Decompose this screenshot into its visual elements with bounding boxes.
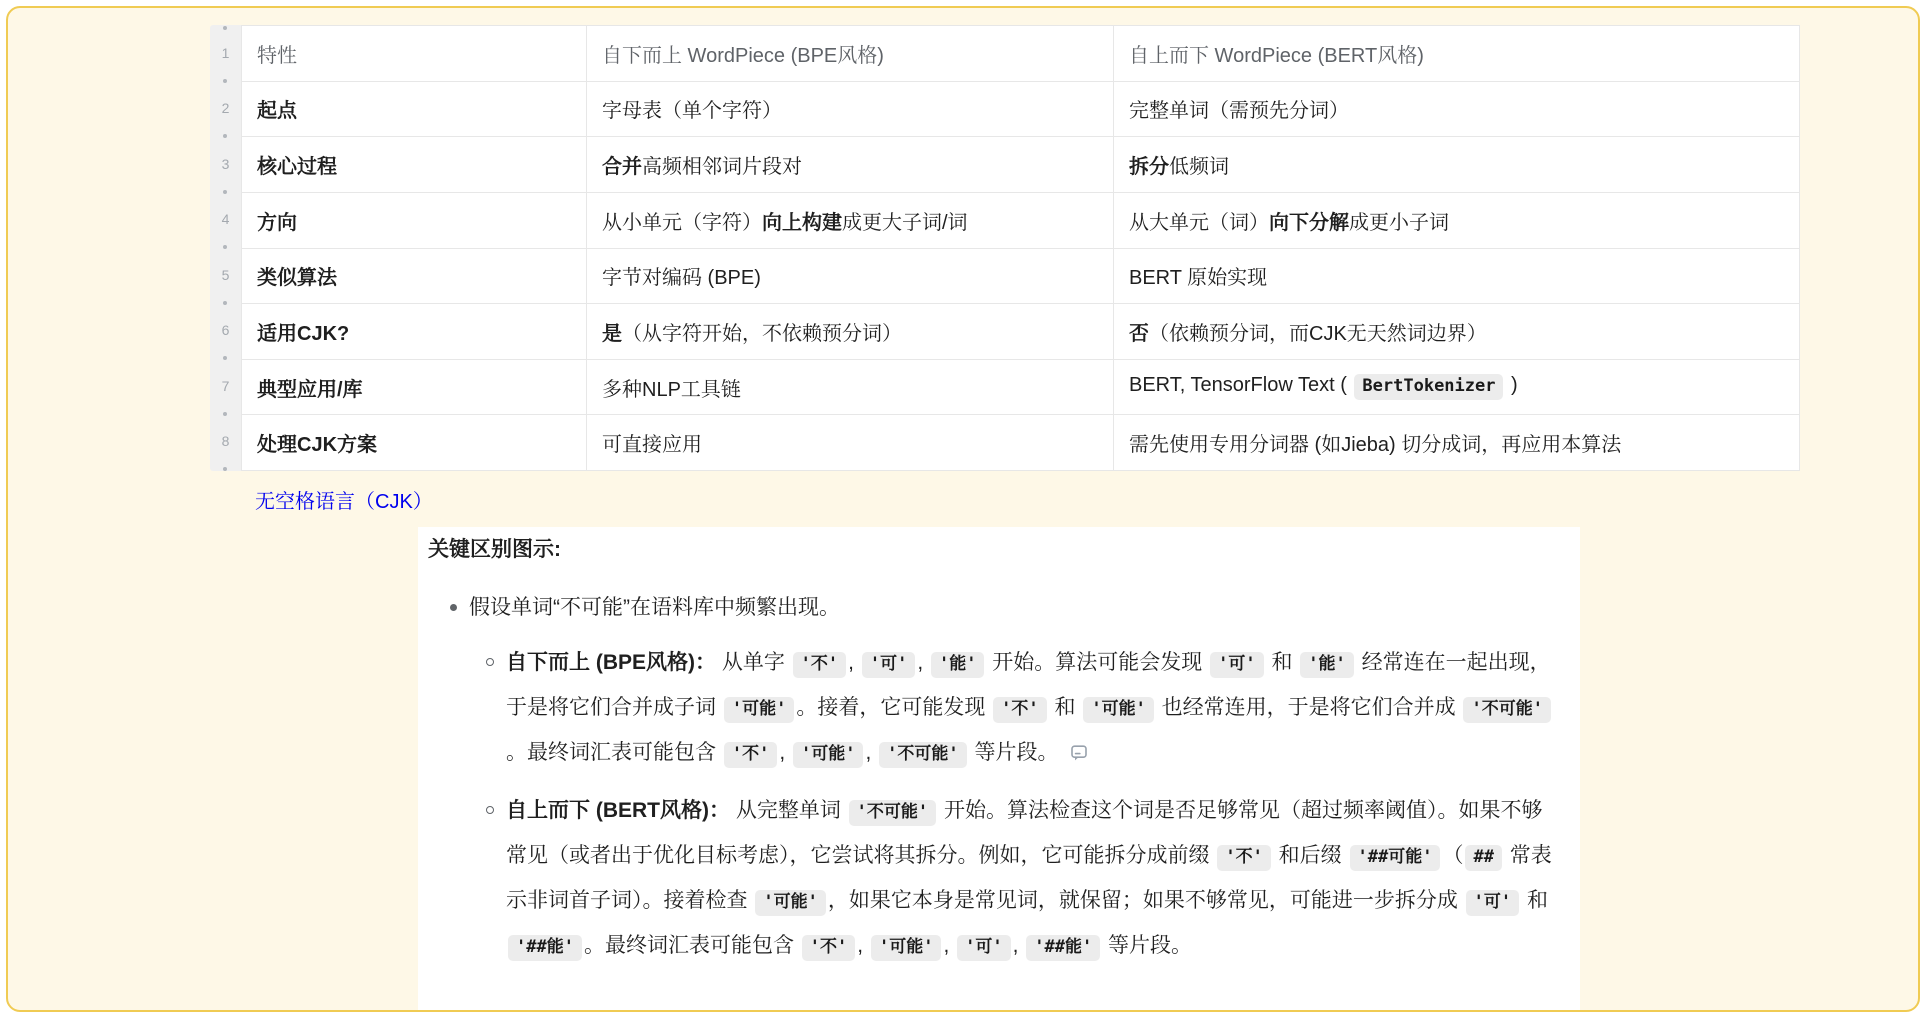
row-handle-dot[interactable] — [223, 26, 227, 30]
table-cell: 方向 — [242, 192, 587, 248]
row-number: 5 — [221, 266, 230, 283]
comparison-table-zone — [210, 25, 1800, 471]
row-handle-dot[interactable] — [223, 245, 227, 249]
panel-heading: 关键区别图示: — [428, 538, 561, 561]
code-chip: '##能' — [508, 935, 582, 961]
list-item-bert — [486, 788, 1558, 968]
row-handle-dot[interactable] — [223, 467, 227, 471]
circle-marker-icon — [486, 658, 494, 666]
row-handle-dot[interactable] — [223, 79, 227, 83]
row-number: 8 — [221, 433, 230, 450]
table-cell: 自上而下 WordPiece (BERT风格) — [1114, 26, 1800, 82]
bpe-style-text: 自下而上 (BPE风格)： 从单字 '不' , '可' , '能' 开始。算法可能会发现 '可' 和 '能' 经常连在一起出现，于是将它们合并成子词 '可能' 。接着，它可能发现 '不' 和 '可能' 也经常连用，于是将它们合并成 '不可能'。最终词汇表可能包含 '不' , '可能' , '不可能' 等片段。 — [506, 640, 1558, 778]
code-chip: '##可能' — [1350, 845, 1441, 871]
code-chip: '可' — [1466, 890, 1519, 916]
comparison-table — [241, 25, 1800, 471]
table-row — [242, 192, 1800, 248]
row-handle-dot[interactable] — [223, 412, 227, 416]
list-item-bpe — [486, 640, 1558, 778]
table-row — [242, 359, 1800, 415]
code-chip: '不可能' — [879, 742, 966, 768]
table-row — [242, 304, 1800, 360]
table-cell: 可直接应用 — [587, 415, 1114, 471]
code-chip: ## — [1465, 845, 1501, 871]
code-chip: BertTokenizer — [1354, 374, 1503, 400]
row-gutter — [210, 25, 241, 471]
table-cell: 从大单元（词）向下分解成更小子词 — [1114, 192, 1800, 248]
row-number: 6 — [221, 322, 230, 339]
table-cell: 处理CJK方案 — [242, 415, 587, 471]
table-cell: 拆分低频词 — [1114, 137, 1800, 193]
table-row — [242, 26, 1800, 82]
code-chip: '可能' — [724, 697, 794, 723]
row-number: 1 — [221, 44, 230, 61]
code-chip: '不' — [993, 697, 1046, 723]
table-cell: 合并高频相邻词片段对 — [587, 137, 1114, 193]
row-number: 3 — [221, 155, 230, 172]
table-cell: 适用CJK? — [242, 304, 587, 360]
citation-icon[interactable] — [1070, 733, 1088, 778]
code-chip: '不' — [802, 935, 855, 961]
code-chip: '能' — [931, 652, 984, 678]
code-chip: '能' — [1300, 652, 1353, 678]
code-chip: '可' — [1210, 652, 1263, 678]
table-cell: 是（从字符开始，不依赖预分词） — [587, 304, 1114, 360]
table-cell: 特性 — [242, 26, 587, 82]
table-cell: 字母表（单个字符） — [587, 81, 1114, 137]
code-chip: '不' — [724, 742, 777, 768]
code-chip: '可' — [862, 652, 915, 678]
row-handle-dot[interactable] — [223, 134, 227, 138]
bullet-text: 假设单词“不可能”在语料库中频繁出现。 — [469, 596, 840, 619]
bullet-marker-icon — [450, 604, 457, 611]
table-cell: 字节对编码 (BPE) — [587, 248, 1114, 304]
cjk-language-link[interactable]: 无空格语言（CJK） — [255, 491, 433, 513]
code-chip: '不' — [1217, 845, 1270, 871]
key-difference-panel — [418, 527, 1580, 1010]
table-row — [242, 415, 1800, 471]
table-cell: 自下而上 WordPiece (BPE风格) — [587, 26, 1114, 82]
table-row — [242, 81, 1800, 137]
code-chip: '不' — [793, 652, 846, 678]
list-item — [450, 585, 1558, 630]
code-chip: '可能' — [755, 890, 825, 916]
row-number: 4 — [221, 211, 230, 228]
code-chip: '可' — [957, 935, 1010, 961]
code-chip: '可能' — [793, 742, 863, 768]
document-canvas — [6, 6, 1920, 1012]
code-chip: '可能' — [1083, 697, 1153, 723]
table-cell: 否（依赖预分词，而CJK无天然词边界） — [1114, 304, 1800, 360]
row-handle-dot[interactable] — [223, 356, 227, 360]
table-row — [242, 137, 1800, 193]
table-cell: 典型应用/库 — [242, 359, 587, 415]
table-cell: 完整单词（需预先分词） — [1114, 81, 1800, 137]
code-chip: '不可能' — [1463, 697, 1550, 723]
row-number: 7 — [221, 377, 230, 394]
table-cell: 需先使用专用分词器 (如Jieba) 切分成词，再应用本算法 — [1114, 415, 1800, 471]
row-handle-dot[interactable] — [223, 301, 227, 305]
table-cell: 起点 — [242, 81, 587, 137]
code-chip: '不可能' — [849, 800, 936, 826]
circle-marker-icon — [486, 806, 494, 814]
code-chip: '可能' — [871, 935, 941, 961]
table-cell: BERT 原始实现 — [1114, 248, 1800, 304]
table-cell: 类似算法 — [242, 248, 587, 304]
row-number: 2 — [221, 100, 230, 117]
table-cell: BERT, TensorFlow Text ( BertTokenizer ) — [1114, 359, 1800, 415]
code-chip: '##能' — [1026, 935, 1100, 961]
table-row — [242, 248, 1800, 304]
table-cell: 多种NLP工具链 — [587, 359, 1114, 415]
bert-style-text: 自上而下 (BERT风格)： 从完整单词 '不可能' 开始。算法检查这个词是否足够常见（超过频率阈值）。如果不够常见（或者出于优化目标考虑），它尝试将其拆分。例如，它可能拆分成前缀 '不' 和后缀 '##可能' （ ## 常表示非词首子词）。接着检查 '可能' ，如果它本身是常见词，就保留；如果不够常见，可能进一步拆分成 '可' 和 '##能' 。最终词汇表可能包含 '不' , '可能' , '可' , '##能' 等片段。 — [506, 788, 1558, 968]
table-cell: 从小单元（字符）向上构建成更大子词/词 — [587, 192, 1114, 248]
table-cell: 核心过程 — [242, 137, 587, 193]
row-handle-dot[interactable] — [223, 190, 227, 194]
